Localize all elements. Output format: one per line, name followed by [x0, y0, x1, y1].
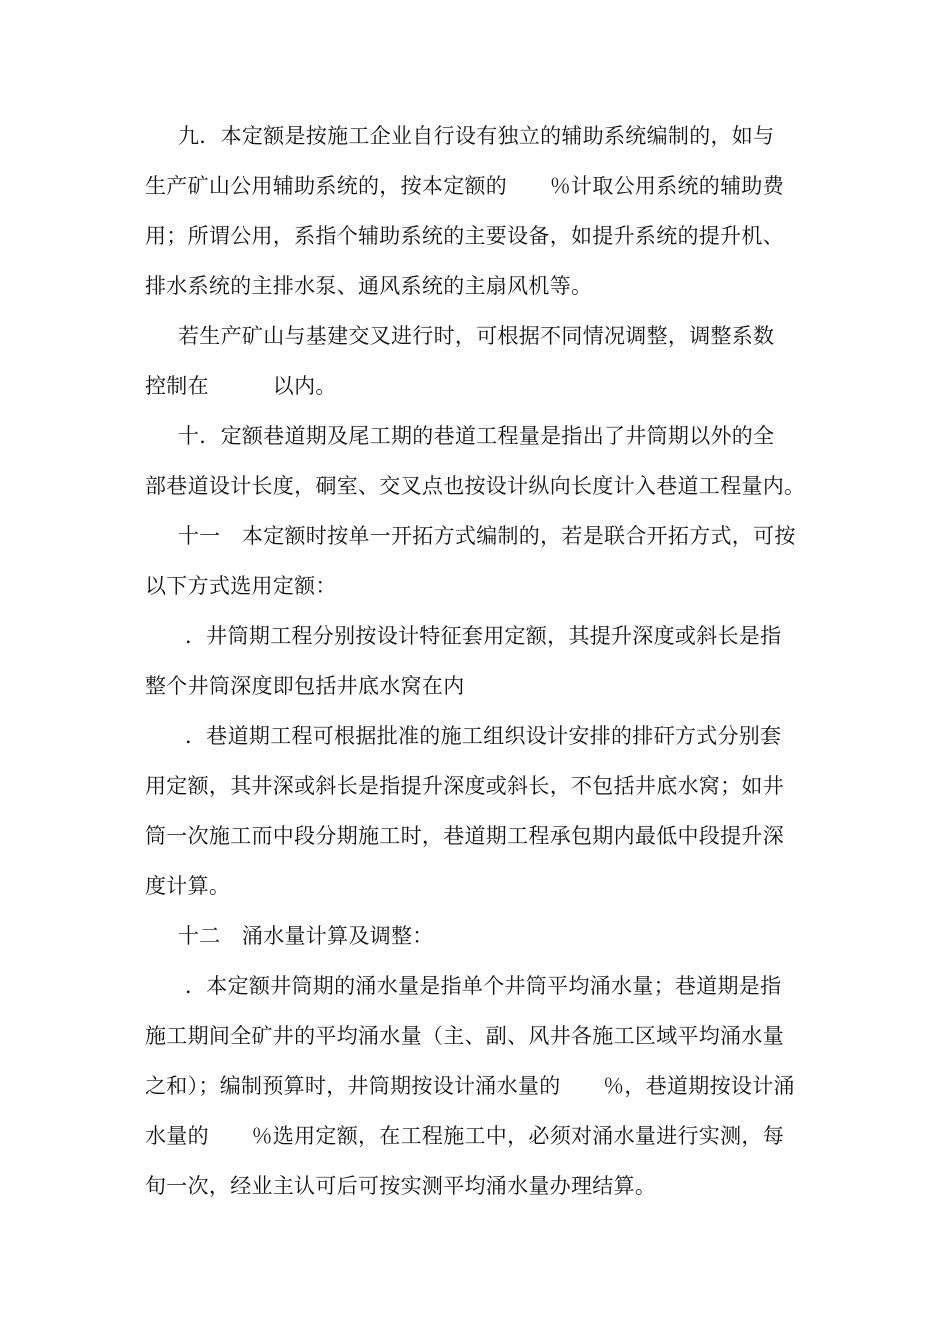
text-line: 筒一次施工而中段分期施工时，巷道期工程承包期内最低中段提升深	[145, 824, 784, 848]
text-line: 十一 本定额时按单一开拓方式编制的，若是联合开拓方式，可按	[178, 524, 796, 548]
text-line: 旬一次，经业主认可后可按实测平均涌水量办理结算。	[145, 1174, 657, 1198]
text-line: 以下方式选用定额：	[145, 574, 337, 598]
text-line: 排水系统的主排水泵、通风系统的主扇风机等。	[145, 274, 593, 298]
text-line: 施工期间全矿井的平均涌水量（主、副、风井各施工区域平均涌水量	[145, 1024, 784, 1048]
text-line: 十．定额巷道期及尾工期的巷道工程量是指出了井筒期以外的全	[178, 424, 775, 448]
text-line: 之和）；编制预算时，井筒期按设计涌水量的 ％，巷道期按设计涌	[145, 1074, 795, 1098]
text-line: 部巷道设计长度，硐室、交叉点也按设计纵向长度计入巷道工程量内。	[145, 474, 806, 498]
text-line: 用定额，其井深或斜长是指提升深度或斜长，不包括井底水窝；如井	[145, 774, 784, 798]
text-line: 十二 涌水量计算及调整：	[178, 924, 434, 948]
text-line: ．巷道期工程可根据批准的施工组织设计安排的排矸方式分别套	[185, 724, 782, 748]
text-line: 生产矿山公用辅助系统的，按本定额的 ％计取公用系统的辅助费	[145, 174, 784, 198]
text-line: 若生产矿山与基建交叉进行时，可根据不同情况调整，调整系数	[178, 324, 775, 348]
text-line: 度计算。	[145, 874, 231, 898]
text-line: ．本定额井筒期的涌水量是指单个井筒平均涌水量；巷道期是指	[185, 974, 782, 998]
text-line: 用；所谓公用，系指个辅助系统的主要设备，如提升系统的提升机、	[145, 224, 784, 248]
text-line: 控制在 以内。	[145, 374, 337, 398]
text-line: 水量的 ％选用定额，在工程施工中，必须对涌水量进行实测，每	[145, 1124, 784, 1148]
text-line: 九．本定额是按施工企业自行设有独立的辅助系统编制的，如与	[178, 124, 775, 148]
text-line: 整个井筒深度即包括井底水窝在内	[145, 674, 465, 698]
text-line: ．井筒期工程分别按设计特征套用定额，其提升深度或斜长是指	[185, 624, 782, 648]
